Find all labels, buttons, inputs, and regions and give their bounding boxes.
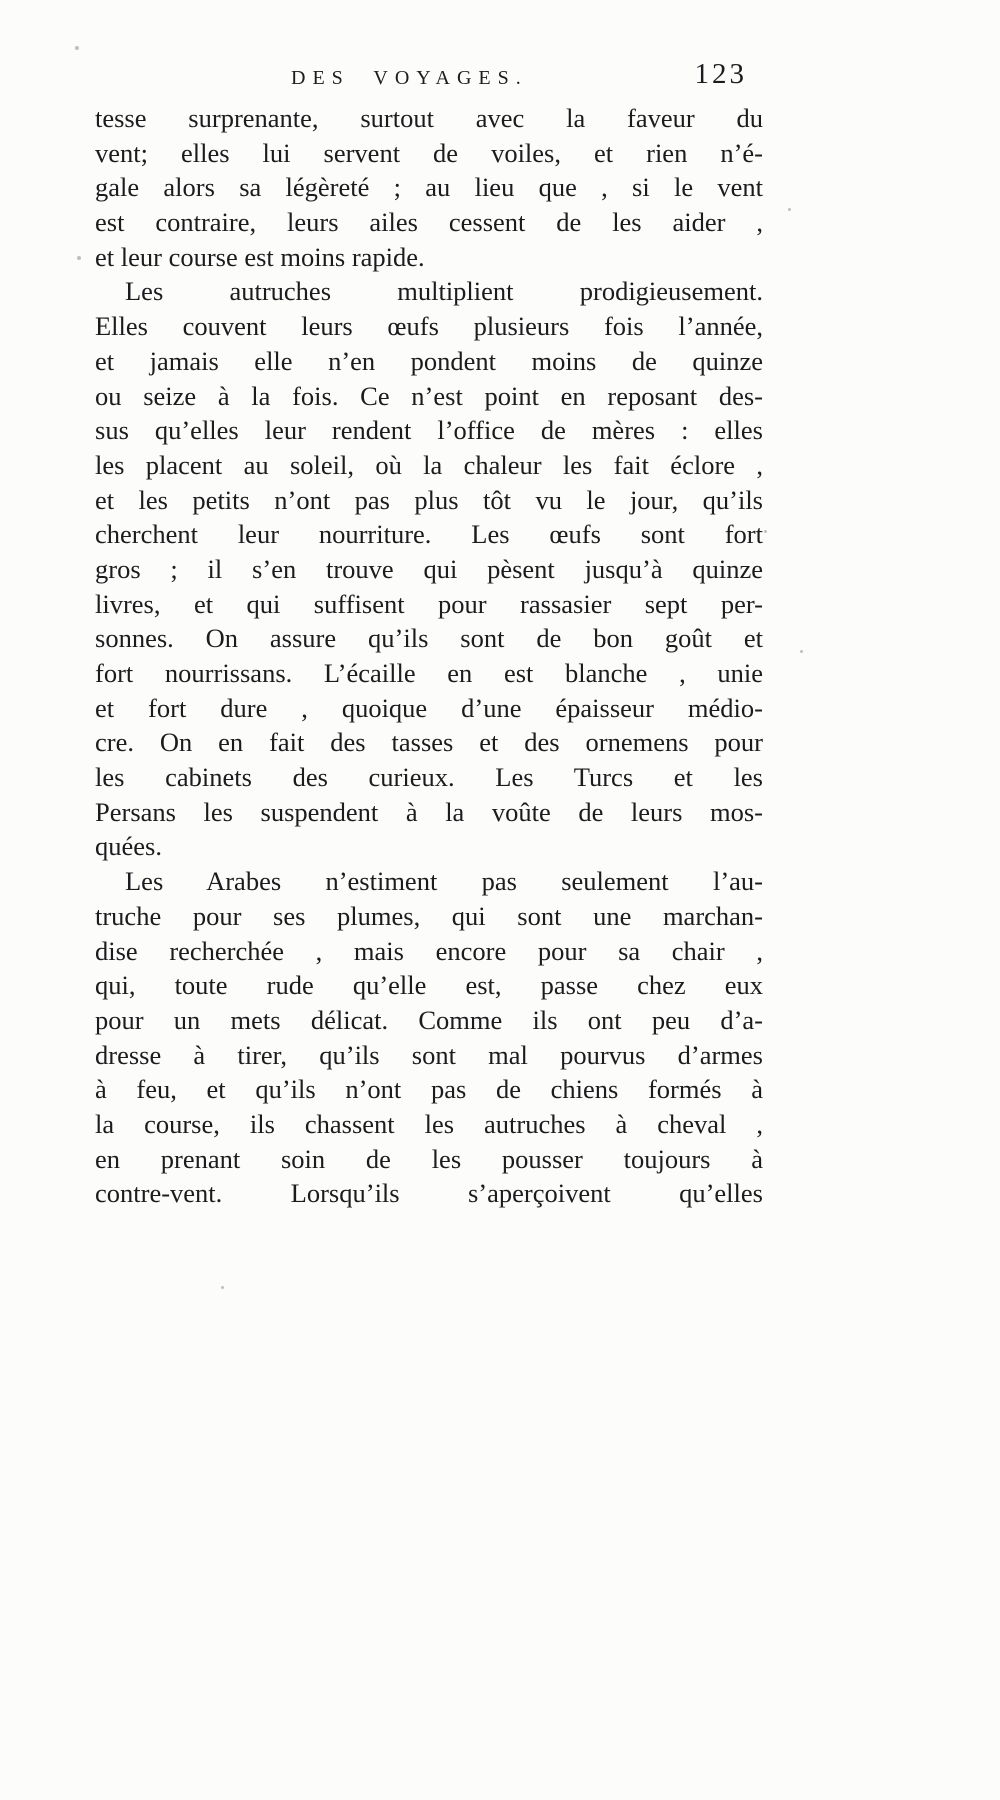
text-line: cherchent leur nourriture. Les œufs sont fort bbox=[95, 519, 763, 550]
text-line: et leur course est moins rapide. bbox=[95, 241, 425, 272]
text-line: quées. bbox=[95, 831, 162, 862]
text-line: contre-vent. Lorsqu’ils s’aperçoivent qu’elles bbox=[95, 1178, 763, 1209]
text-line: tesse surprenante, surtout avec la faveur du bbox=[95, 103, 763, 133]
text-line: est contraire, leurs ailes cessent de les aider , bbox=[95, 207, 763, 238]
text-line: sonnes. On assure qu’ils sont de bon goût et bbox=[95, 623, 763, 654]
scan-speck bbox=[221, 1286, 224, 1289]
page-header bbox=[95, 58, 763, 100]
text-line: qui, toute rude qu’elle est, passe chez eux bbox=[95, 970, 763, 1001]
scan-speck bbox=[75, 46, 79, 50]
text-line: la course, ils chassent les autruches à cheval , bbox=[95, 1108, 763, 1139]
text-line: ou seize à la fois. Ce n’est point en reposant des- bbox=[95, 380, 763, 411]
text-line: et jamais elle n’en pondent moins de quinze bbox=[95, 345, 763, 376]
text-line: gros ; il s’en trouve qui pèsent jusqu’à quinze bbox=[95, 553, 763, 584]
scan-speck bbox=[788, 208, 791, 211]
scan-speck bbox=[764, 530, 767, 533]
text-line: cre. On en fait des tasses et des ornemens pour bbox=[95, 727, 763, 758]
text-line: à feu, et qu’ils n’ont pas de chiens formés à bbox=[95, 1074, 763, 1105]
text-line: et fort dure , quoique d’une épaisseur médio- bbox=[95, 692, 763, 723]
scan-speck bbox=[77, 256, 81, 260]
text-line: les placent au soleil, où la chaleur les fait éclore , bbox=[95, 449, 763, 480]
body-text bbox=[95, 101, 763, 1211]
text-line: livres, et qui suffisent pour rassasier sept per- bbox=[95, 588, 763, 619]
text-line: dresse à tirer, qu’ils sont mal pourvus d’armes bbox=[95, 1039, 763, 1070]
text-line: Elles couvent leurs œufs plusieurs fois l’année, bbox=[95, 311, 763, 342]
text-line: Les Arabes n’estiment pas seulement l’au- bbox=[125, 866, 763, 897]
text-line: les cabinets des curieux. Les Turcs et les bbox=[95, 762, 763, 793]
text-line: et les petits n’ont pas plus tôt vu le jour, qu’ils bbox=[95, 484, 763, 515]
running-title: DES VOYAGES. bbox=[291, 67, 528, 89]
text-line: truche pour ses plumes, qui sont une marchan- bbox=[95, 900, 763, 931]
text-line: fort nourrissans. L’écaille en est blanche , unie bbox=[95, 658, 763, 688]
text-line: Les autruches multiplient prodigieusement. bbox=[125, 276, 763, 307]
text-line: en prenant soin de les pousser toujours à bbox=[95, 1143, 763, 1174]
scan-speck bbox=[800, 650, 803, 653]
text-line: dise recherchée , mais encore pour sa chair , bbox=[95, 935, 763, 966]
text-line: sus qu’elles leur rendent l’office de mères : elles bbox=[95, 415, 763, 446]
text-line: vent; elles lui servent de voiles, et rien n’é- bbox=[95, 137, 763, 168]
text-line: pour un mets délicat. Comme ils ont peu d’a- bbox=[95, 1004, 763, 1035]
text-line: Persans les suspendent à la voûte de leurs mos- bbox=[95, 796, 763, 827]
text-line: gale alors sa légèreté ; au lieu que , si le vent bbox=[95, 172, 763, 203]
page-number: 123 bbox=[694, 58, 747, 90]
